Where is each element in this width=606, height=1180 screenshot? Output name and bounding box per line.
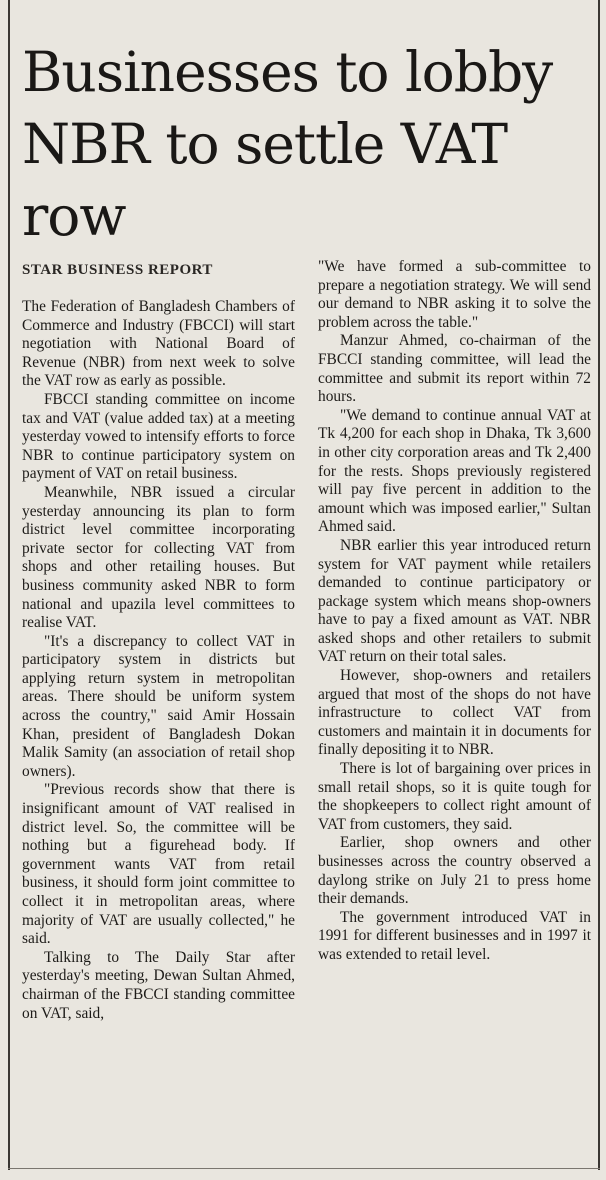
paragraph: The government introduced VAT in 1991 for different businesses and in 1997 it was extended to retail level. [318,908,591,963]
left-column [22,298,295,1023]
byline: STAR BUSINESS REPORT [22,262,213,278]
paragraph: "It's a discrepancy to collect VAT in participatory system in districts but applying return system in metropolitan areas. There should be uniform system across the country," said Amir Hossain Khan, president of Bangladesh Dokan Malik Samity (an association of retail shop owners). [22,632,295,780]
paragraph: NBR earlier this year introduced return system for VAT payment while retailers demanded to continue participatory or package system which means shop-owners have to pay a fixed amount as VAT. NBR asked shops and other retailers to submit VAT return on their total sales. [318,536,591,666]
paragraph: Meanwhile, NBR issued a circular yesterday announcing its plan to form district level committee incorporating private sector for collecting VAT from shops and other retailing houses. But business community asked NBR to form national and upazila level committees to realise VAT. [22,483,295,632]
right-column [318,258,591,965]
headline: Businesses to lobby NBR to settle VAT row [22,40,553,248]
paragraph: The Federation of Bangladesh Chambers of Commerce and Industry (FBCCI) will start negotiation with National Board of Revenue (NBR) from next week to solve the VAT row as early as possible. [22,298,295,390]
paragraph: "We demand to continue annual VAT at Tk 4,200 for each shop in Dhaka, Tk 3,600 in other city corporation areas and Tk 2,400 for the rests. Shops previously registered will pay five percent in addition to the amount which was imposed earlier," Sultan Ahmed said. [318,406,591,536]
paragraph: Earlier, shop owners and other businesses across the country observed a daylong strike on July 21 to press home their demands. [318,834,591,908]
left-column-rule [8,0,10,1170]
bottom-rule [8,1168,600,1169]
paragraph: FBCCI standing committee on income tax and VAT (value added tax) at a meeting yesterday vowed to intensify efforts to force NBR to continue participatory system on payment of VAT on retail business. [22,390,295,483]
paragraph: Manzur Ahmed, co-chairman of the FBCCI standing committee, will lead the committee and submit its report within 72 hours. [318,332,591,406]
paragraph: "Previous records show that there is insignificant amount of VAT realised in district level. So, the committee will be nothing but a figurehead body. If government wants VAT from retail business, it should form joint committee to collect it in metropolitan areas, where majority of VAT are usually collected," he said. [22,781,295,948]
paragraph: There is lot of bargaining over prices in small retail shops, so it is quite tough for the shopkeepers to collect right amount of VAT from customers, they said. [318,760,591,833]
paragraph: However, shop-owners and retailers argued that most of the shops do not have infrastructure to collect VAT from customers and maintain it in documents for finally depositing it to NBR. [318,667,591,759]
paragraph: Talking to The Daily Star after yesterday's meeting, Dewan Sultan Ahmed, chairman of the FBCCI standing committee on VAT, said, [22,948,295,1022]
paragraph: "We have formed a sub-committee to prepare a negotiation strategy. We will send our demand to NBR asking it to solve the problem across the table." [318,258,591,331]
